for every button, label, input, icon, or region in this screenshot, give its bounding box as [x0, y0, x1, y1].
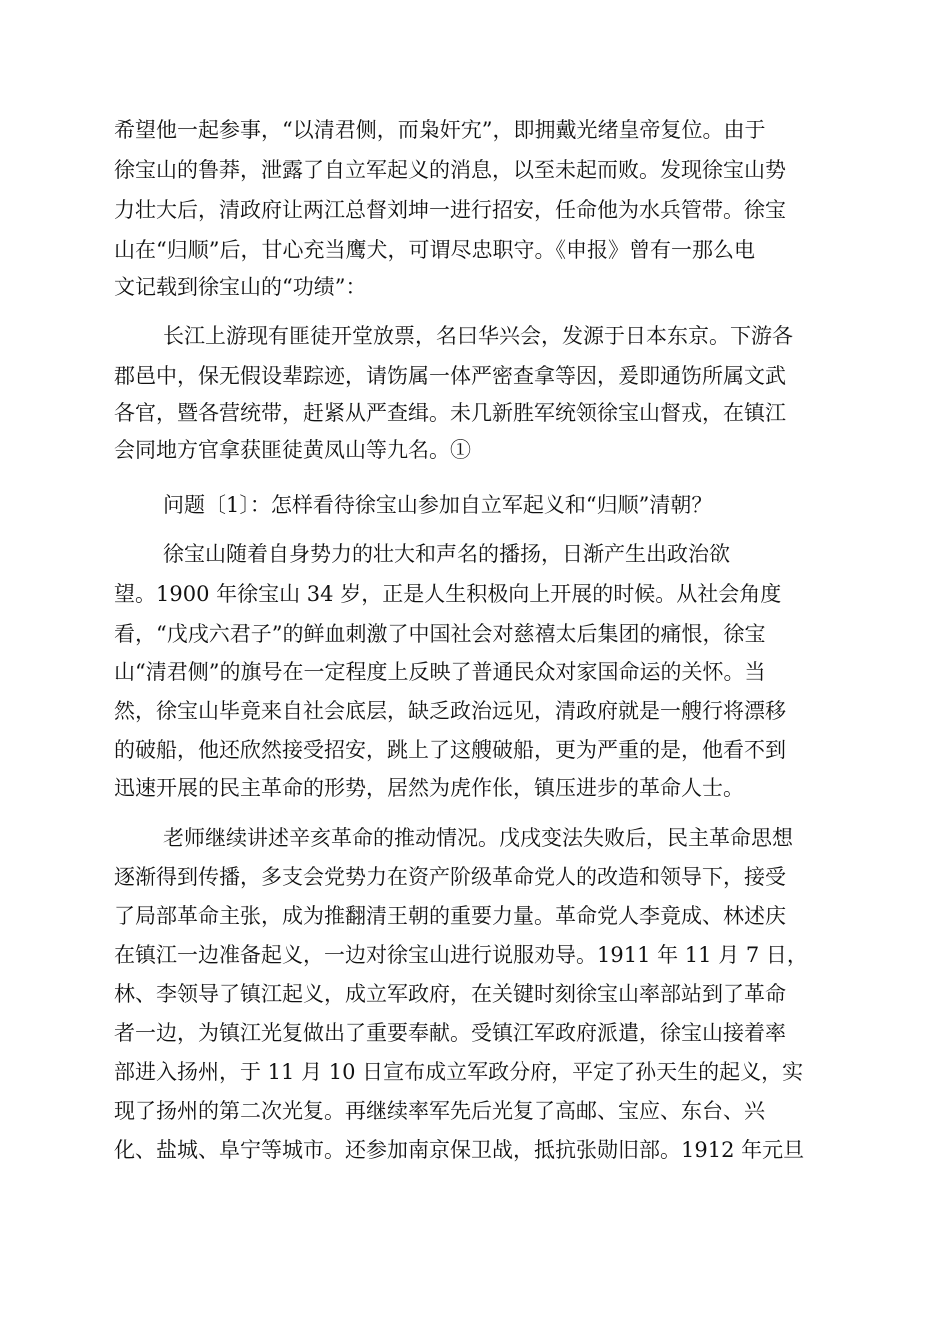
question-heading: 问题〔1〕：怎样看待徐宝山参加自立军起义和“归顺”清朝？	[163, 493, 713, 517]
paragraph-2-line-3: 看，“戊戌六君子”的鲜血刺激了中国社会对慈禧太后集团的痛恨，徐宝	[114, 622, 766, 646]
paragraph-1-line-4: 山在“归顺”后，甘心充当鹰犬，可谓尽忠职守。《申报》曾有一那么电	[114, 238, 755, 262]
paragraph-2-line-1: 徐宝山随着自身势力的壮大和声名的播扬，日渐产生出政治欲	[163, 542, 730, 566]
paragraph-1-line-1: 希望他一起参事，“以清君侧，而枭奸宄”，即拥戴光绪皇帝复位。由于	[114, 118, 766, 142]
quote-line-3: 各官，暨各营统带，赶紧从严查缉。未几新胜军统领徐宝山督戎，在镇江	[114, 401, 786, 425]
quote-line-1: 长江上游现有匪徒开堂放票，名曰华兴会，发源于日本东京。下游各	[163, 324, 793, 348]
paragraph-2-line-7: 迅速开展的民主革命的形势，居然为虎作伥，镇压进步的革命人士。	[114, 776, 744, 800]
paragraph-3-line-1: 老师继续讲述辛亥革命的推动情况。戊戌变法失败后，民主革命思想	[163, 826, 793, 850]
paragraph-3-line-6: 者一边，为镇江光复做出了重要奉献。受镇江军政府派遣，徐宝山接着率	[114, 1021, 786, 1045]
paragraph-2-line-5: 然，徐宝山毕竟来自社会底层，缺乏政治远见，清政府就是一艘行将漂移	[114, 699, 786, 723]
paragraph-1-line-3: 力壮大后，清政府让两江总督刘坤一进行招安，任命他为水兵管带。徐宝	[114, 198, 786, 222]
paragraph-1-line-2: 徐宝山的鲁莽，泄露了自立军起义的消息，以至未起而败。发现徐宝山势	[114, 158, 786, 182]
paragraph-2-line-6: 的破船，他还欣然接受招安，跳上了这艘破船，更为严重的是，他看不到	[114, 738, 786, 762]
quote-line-4: 会同地方官拿获匪徒黄凤山等九名。①	[114, 438, 471, 462]
quote-line-2: 郡邑中，保无假设辈踪迹，请饬属一体严密查拿等因，爰即通饬所属文武	[114, 364, 786, 388]
paragraph-3-line-2: 逐渐得到传播，多支会党势力在资产阶级革命党人的改造和领导下，接受	[114, 865, 786, 889]
paragraph-3-line-3: 了局部革命主张，成为推翻清王朝的重要力量。革命党人李竟成、林述庆	[114, 904, 786, 928]
paragraph-3-line-7: 部进入扬州，于 11 月 10 日宣布成立军政分府，平定了孙天生的起义，实	[114, 1060, 804, 1084]
paragraph-2-line-2: 望。1900 年徐宝山 34 岁，正是人生积极向上开展的时候。从社会角度	[114, 582, 782, 606]
paragraph-3-line-4: 在镇江一边准备起义，一边对徐宝山进行说服劝导。1911 年 11 月 7 日，	[114, 943, 808, 967]
paragraph-3-line-5: 林、李领导了镇江起义，成立军政府，在关键时刻徐宝山率部站到了革命	[114, 982, 786, 1006]
paragraph-2-line-4: 山“清君侧”的旗号在一定程度上反映了普通民众对家国命运的关怀。当	[114, 660, 766, 684]
paragraph-3-line-9: 化、盐城、阜宁等城市。还参加南京保卫战，抵抗张勋旧部。1912 年元旦	[114, 1138, 805, 1162]
paragraph-3-line-8: 现了扬州的第二次光复。再继续率军先后光复了高邮、宝应、东台、兴	[114, 1099, 765, 1123]
paragraph-1-line-5: 文记载到徐宝山的“功绩”：	[114, 275, 367, 299]
